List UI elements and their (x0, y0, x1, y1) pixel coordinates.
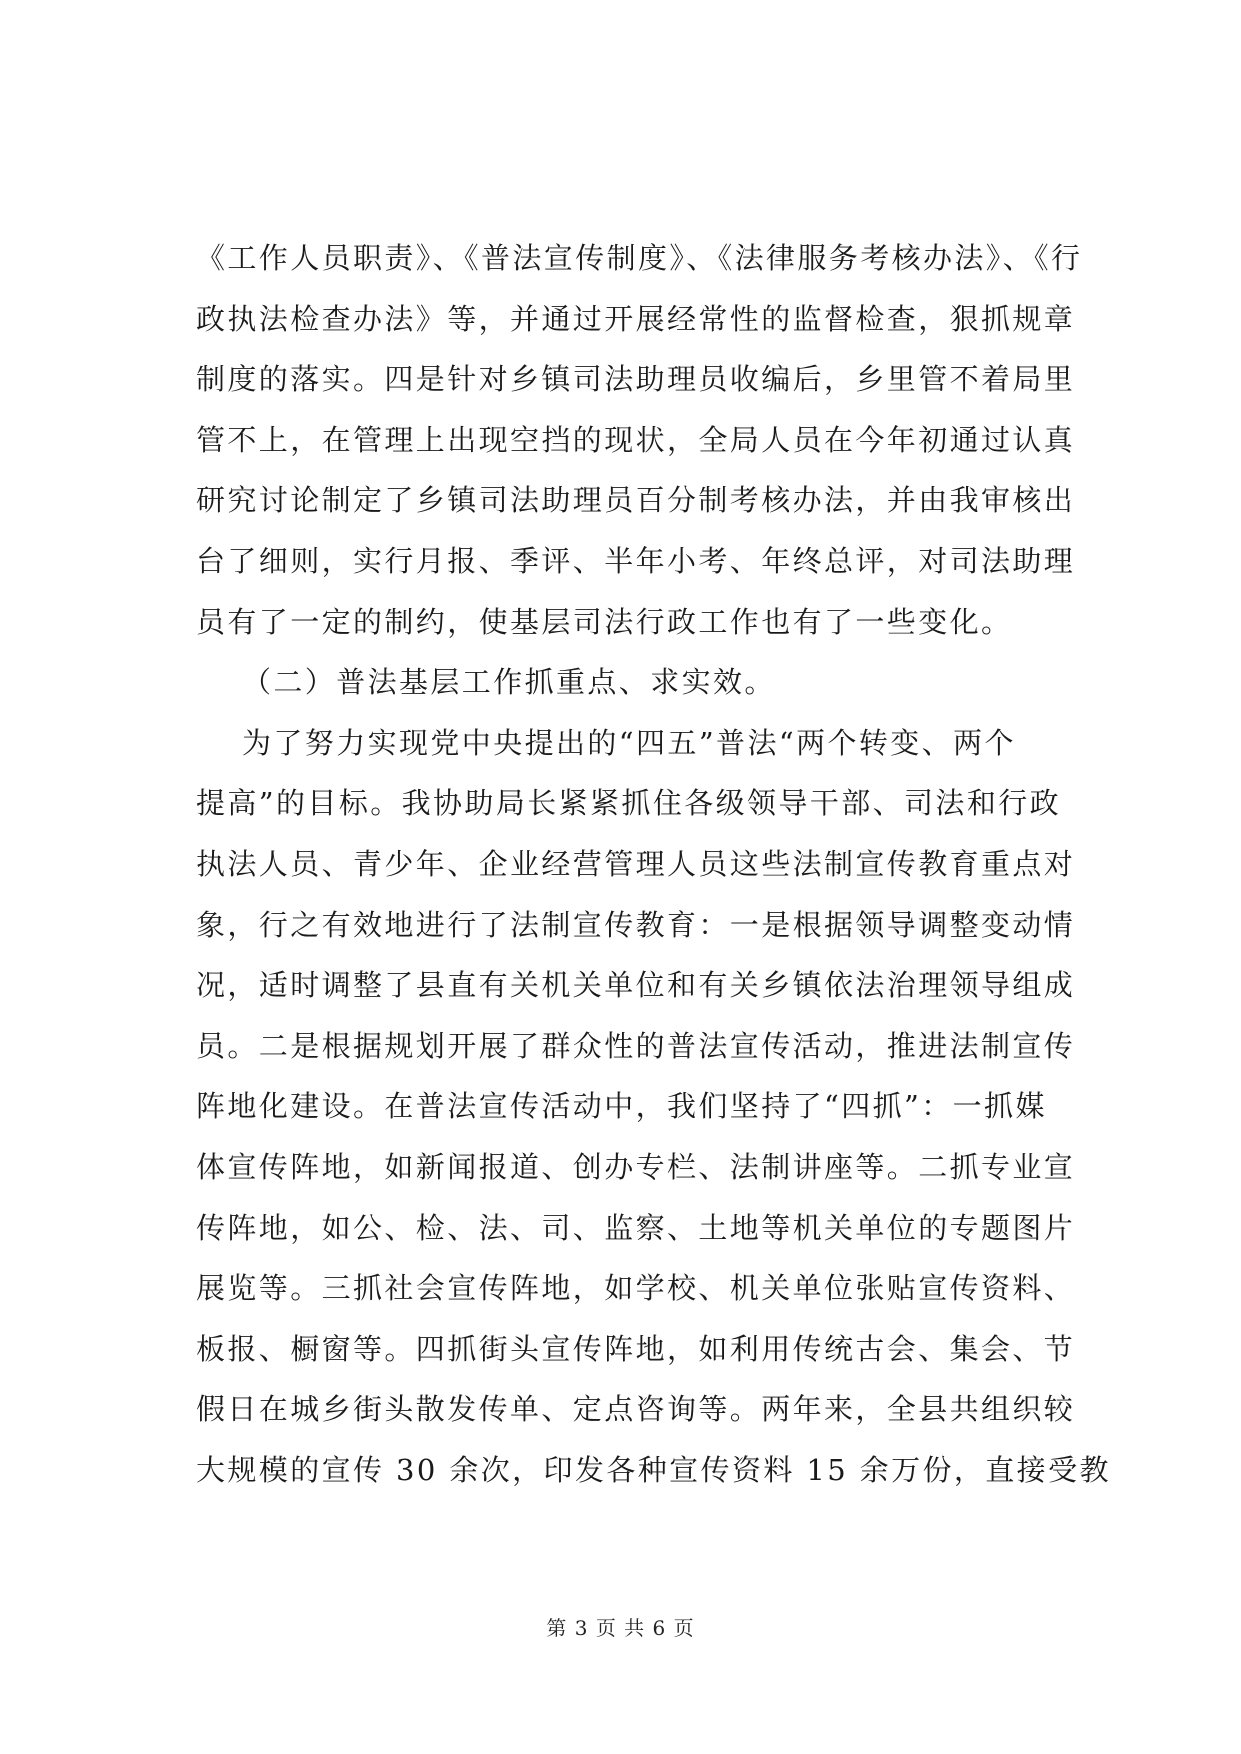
page-number-footer: 第 3 页 共 6 页 (546, 1616, 695, 1640)
text-line: 执法人员、青少年、企业经营管理人员这些法制宣传教育重点对 (196, 846, 1076, 881)
text-line: 况，适时调整了县直有关机关单位和有关乡镇依法治理领导组成 (196, 968, 1076, 1003)
text-line: 象，行之有效地进行了法制宣传教育：一是根据领导调整变动情 (196, 907, 1076, 942)
text-line: 员有了一定的制约，使基层司法行政工作也有了一些变化。 (196, 604, 1013, 639)
text-line: 《工作人员职责》、《普法宣传制度》、《法律服务考核办法》、《行 (196, 241, 1083, 275)
text-line: 管不上，在管理上出现空挡的现状，全局人员在今年初通过认真 (196, 422, 1076, 457)
text-line: 体宣传阵地，如新闻报道、创办专栏、法制讲座等。二抓专业宣 (196, 1149, 1076, 1184)
text-line: 板报、橱窗等。四抓街头宣传阵地，如利用传统古会、集会、节 (196, 1331, 1076, 1366)
text-line: 假日在城乡街头散发传单、定点咨询等。两年来，全县共组织较 (196, 1392, 1076, 1427)
text-line: 提高”的目标。我协助局长紧紧抓住各级领导干部、司法和行政 (196, 786, 1062, 821)
text-line: 研究讨论制定了乡镇司法助理员百分制考核办法，并由我审核出 (196, 483, 1076, 518)
text-line: 阵地化建设。在普法宣传活动中，我们坚持了“四抓”：一抓媒 (196, 1089, 1047, 1124)
text-line: 展览等。三抓社会宣传阵地，如学校、机关单位张贴宣传资料、 (196, 1271, 1076, 1306)
text-line: 政执法检查办法》等，并通过开展经常性的监督检查，狠抓规章 (196, 301, 1076, 336)
text-line: 台了细则，实行月报、季评、半年小考、年终总评，对司法助理 (196, 543, 1076, 578)
text-line: 大规模的宣传 30 余次，印发各种宣传资料 15 余万份，直接受教 (196, 1452, 1111, 1487)
text-line: 为了努力实现党中央提出的“四五”普法“两个转变、两个 (242, 725, 1016, 760)
text-line: 传阵地，如公、检、法、司、监察、土地等机关单位的专题图片 (196, 1210, 1076, 1245)
section-heading: （二）普法基层工作抓重点、求实效。 (242, 665, 776, 700)
document-body (196, 228, 1116, 1500)
text-line: 员。二是根据规划开展了群众性的普法宣传活动，推进法制宣传 (196, 1028, 1076, 1063)
text-line: 制度的落实。四是针对乡镇司法助理员收编后，乡里管不着局里 (196, 362, 1076, 397)
